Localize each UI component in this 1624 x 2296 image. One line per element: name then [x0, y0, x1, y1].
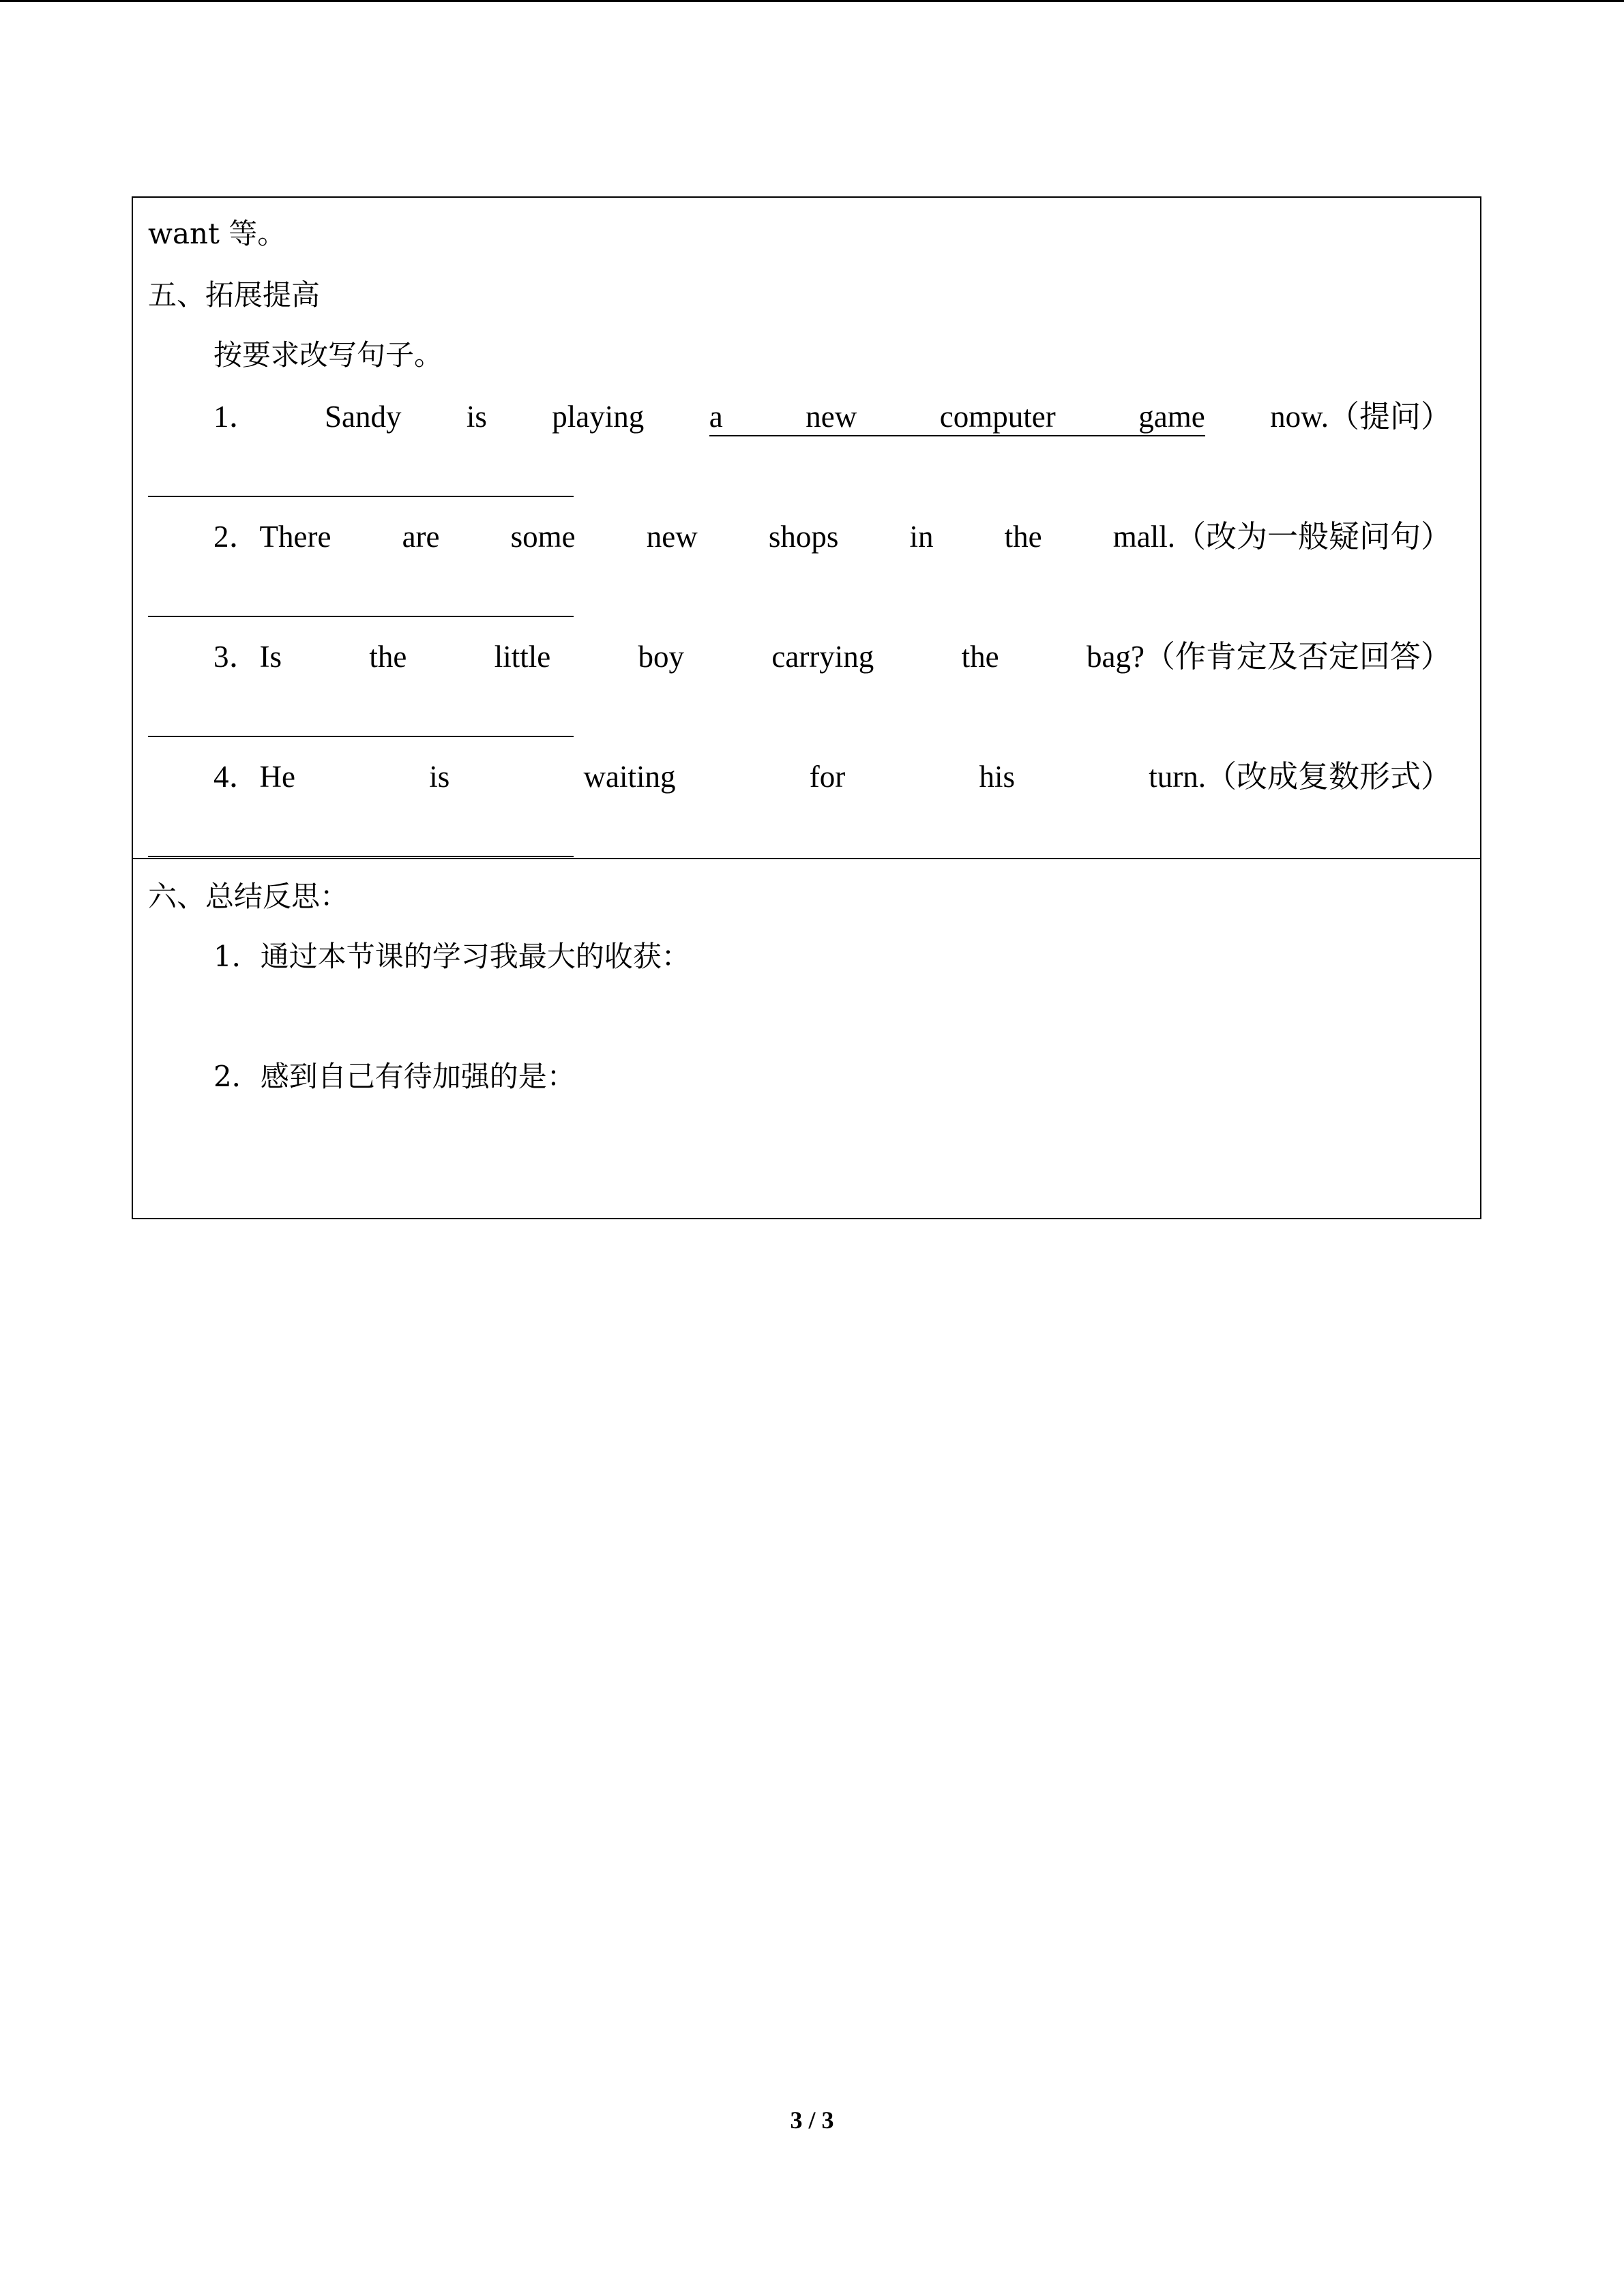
reflection-prompt: 感到自己有待加强的是：	[260, 1060, 576, 1093]
word: some	[510, 520, 576, 554]
item-number: 4．	[213, 760, 260, 794]
word: new	[806, 400, 857, 434]
word: mall.（改为一般疑问句）	[1112, 520, 1451, 554]
answer-line-3[interactable]	[148, 736, 574, 737]
exercise-item-2	[213, 522, 1451, 552]
reflection-prompt: 通过本节课的学习我最大的收获：	[260, 940, 690, 973]
item-number: 1．	[213, 400, 260, 434]
word: his	[979, 760, 1015, 794]
word: Is	[259, 640, 282, 674]
word: bag?（作肯定及否定回答）	[1086, 640, 1451, 674]
answer-line-1[interactable]	[148, 496, 574, 497]
word: now.（提问）	[1270, 400, 1451, 434]
section6-heading: 六、总结反思：	[148, 880, 349, 913]
word: the	[1004, 520, 1042, 554]
word: There	[259, 520, 331, 554]
table-row-divider	[133, 858, 1480, 859]
answer-line-2[interactable]	[148, 616, 574, 617]
word: is	[429, 760, 450, 794]
worksheet-table	[132, 196, 1481, 1219]
section5-heading: 五、拓展提高	[148, 278, 321, 312]
item-number: 1．	[213, 940, 261, 973]
section5-instruction: 按要求改写句子。	[213, 338, 443, 372]
underlined-phrase	[709, 402, 1205, 432]
word: boy	[638, 640, 685, 674]
continuation-text: want 等。	[148, 217, 286, 250]
reflection-item-2	[213, 1062, 576, 1091]
exercise-item-4	[213, 762, 1451, 792]
exercise-item-3	[213, 642, 1451, 672]
word: a	[709, 400, 723, 434]
page-number: 3 / 3	[790, 2106, 834, 2134]
word: turn.（改成复数形式）	[1149, 760, 1451, 794]
answer-line-4[interactable]	[148, 856, 574, 857]
item-number: 3．	[213, 640, 260, 674]
word: Sandy	[324, 400, 402, 434]
word: computer	[939, 400, 1056, 434]
word: game	[1138, 400, 1205, 434]
word: in	[909, 520, 934, 554]
exercise-item-1	[213, 402, 1451, 432]
item-number: 2．	[213, 1060, 261, 1093]
word: shops	[768, 520, 839, 554]
word: playing	[552, 400, 645, 434]
word: the	[369, 640, 407, 674]
word: new	[646, 520, 698, 554]
item-number: 2．	[213, 520, 260, 554]
word: He	[259, 760, 295, 794]
word: is	[466, 400, 487, 434]
word: are	[402, 520, 440, 554]
reflection-item-1	[213, 942, 690, 971]
page-top-border	[0, 0, 1624, 2]
underline	[709, 435, 1205, 436]
word: for	[809, 760, 846, 794]
word: waiting	[583, 760, 676, 794]
word: the	[961, 640, 999, 674]
word: little	[494, 640, 551, 674]
word: carrying	[771, 640, 874, 674]
